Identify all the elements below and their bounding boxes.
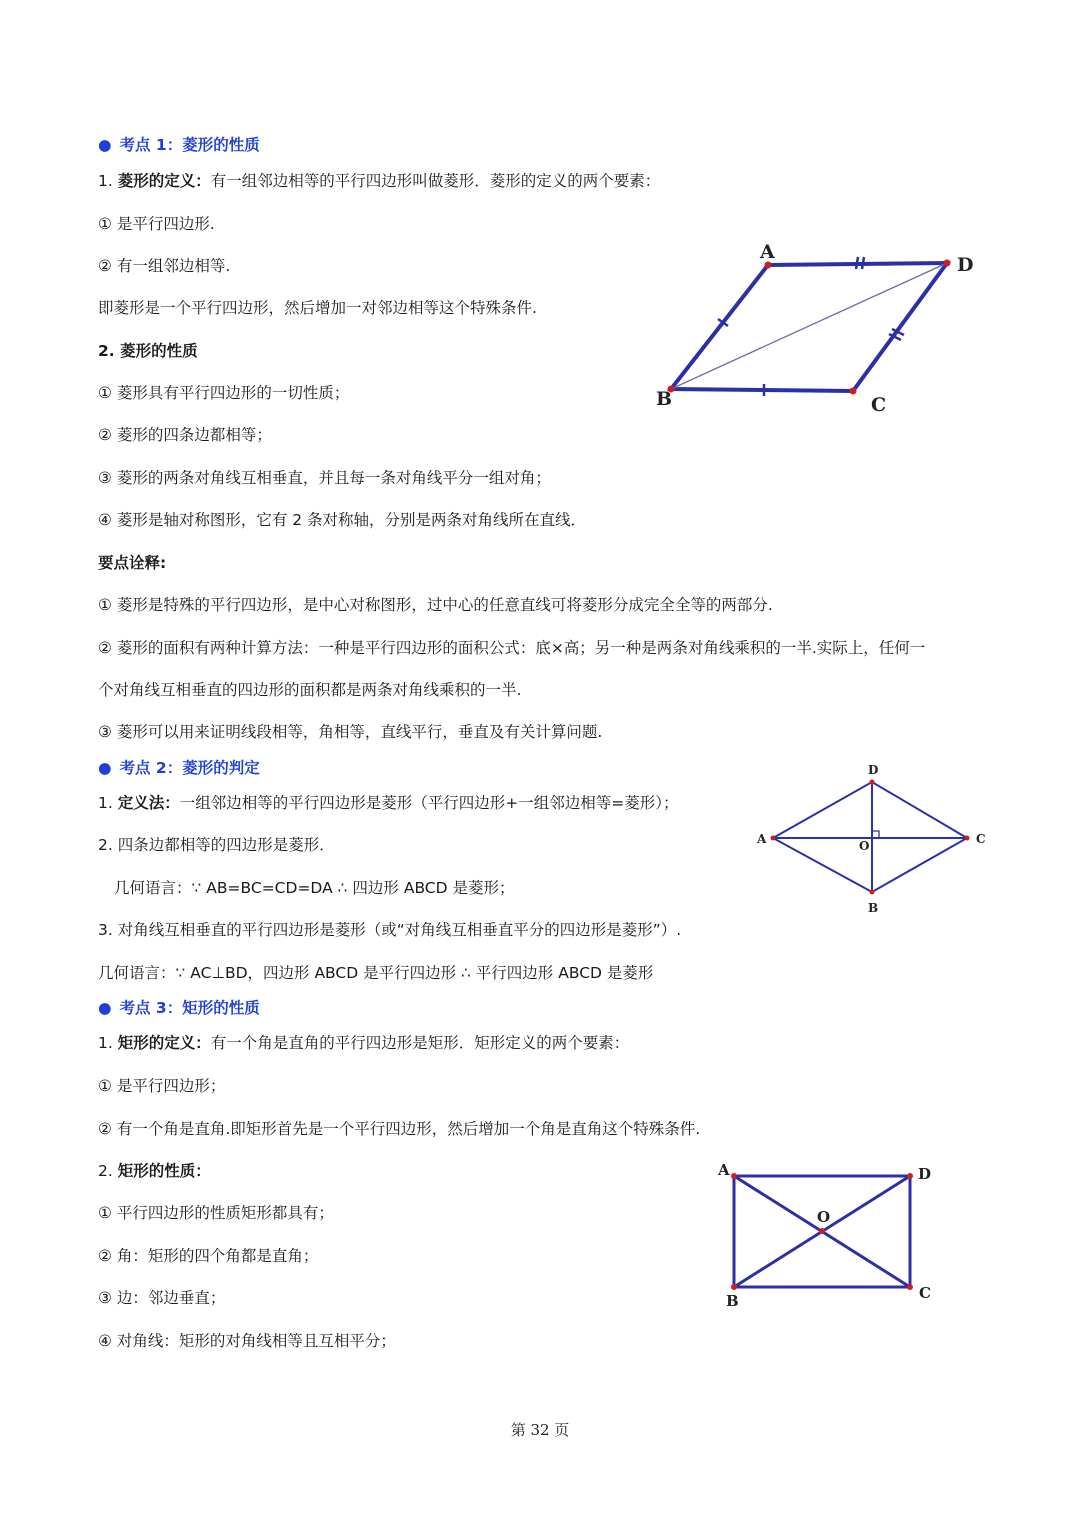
label-a: A: [757, 832, 767, 846]
rectangle-definition-text: 有一个角是直角的平行四边形是矩形．矩形定义的两个要素：: [210, 1034, 630, 1052]
section3-title: 考点 3：矩形的性质: [119, 999, 260, 1017]
rhombus-definition-text: 有一组邻边相等的平行四边形叫做菱形．菱形的定义的两个要素：: [210, 172, 661, 190]
diagonal-bd: [671, 263, 947, 389]
label-o: O: [859, 839, 870, 853]
criterion-four-sides-geometry: 几何语言：∵ AB=BC=CD=DA ∴ 四边形 ABCD 是菱形；: [114, 879, 515, 897]
rectangle-definition-label: 矩形的定义：: [117, 1034, 211, 1052]
point-d: [907, 1173, 913, 1179]
criterion-four-sides: 2. 四条边都相等的四边形是菱形．: [98, 836, 335, 854]
page-number: 第 32 页: [510, 1421, 570, 1439]
point-d: [944, 260, 951, 267]
point-b: [870, 890, 875, 895]
rectangle-figure: [708, 1155, 948, 1315]
note-item: 个对角线互相垂直的四边形的面积都是两条对角线乘积的一半.: [98, 681, 522, 699]
bullet-icon: ●: [98, 136, 112, 154]
rhombus-figure-2: [748, 758, 998, 918]
rhombus-definition-label: 菱形的定义：: [117, 172, 211, 190]
section1-title: 考点 1：菱形的性质: [119, 136, 260, 154]
rhombus-summary: 即菱形是一个平行四边形，然后增加一对邻边相等这个特殊条件.: [98, 299, 537, 317]
rhombus-element-2: ② 有一组邻边相等.: [98, 257, 231, 275]
point-a: [771, 836, 776, 841]
label-d: D: [868, 763, 879, 777]
section2-heading: [98, 757, 260, 779]
rectangle-property: ① 平行四边形的性质矩形都具有；: [98, 1204, 334, 1222]
point-c: [907, 1284, 913, 1290]
point-b: [731, 1284, 737, 1290]
rhombus-property: ② 菱形的四条边都相等；: [98, 426, 272, 444]
bullet-icon: ●: [98, 759, 112, 777]
rectangle-definition: 1. 矩形的定义：有一个角是直角的平行四边形是矩形．矩形定义的两个要素：: [98, 1034, 630, 1052]
rectangle-element-1: ① 是平行四边形；: [98, 1077, 226, 1095]
point-d: [870, 780, 875, 785]
label-b: B: [868, 901, 879, 915]
rectangle-properties-title: 2. 矩形的性质：: [98, 1162, 211, 1180]
criterion-diagonals-geometry: 几何语言：∵ AC⊥BD，四边形 ABCD 是平行四边形 ∴ 平行四边形 ABCD 是菱形: [98, 964, 654, 982]
rectangle-property: ② 角：矩形的四个角都是直角；: [98, 1247, 319, 1265]
point-a: [731, 1173, 737, 1179]
rhombus-definition: 1. 菱形的定义：有一组邻边相等的平行四边形叫做菱形．菱形的定义的两个要素：: [98, 172, 661, 190]
criterion-definition-text: 一组邻边相等的平行四边形是菱形（平行四边形+一组邻边相等=菱形）；: [179, 794, 679, 812]
label-c: C: [871, 394, 887, 416]
section1-heading: [98, 134, 260, 156]
rectangle-property: ④ 对角线：矩形的对角线相等且互相平分；: [98, 1332, 396, 1350]
rectangle-properties-label: 矩形的性质：: [117, 1162, 211, 1180]
right-angle-mark: [872, 831, 879, 838]
section3-heading: [98, 997, 260, 1019]
label-a: A: [718, 1161, 730, 1179]
equal-side-marks: [718, 257, 904, 396]
criterion-diagonals: 3. 对角线互相垂直的平行四边形是菱形（或“对角线互相垂直平分的四边形是菱形”）.: [98, 921, 682, 939]
rhombus-property: ① 菱形具有平行四边形的一切性质；: [98, 384, 350, 402]
point-o: [819, 1228, 825, 1234]
label-d: D: [957, 254, 974, 276]
rhombus-figure-1: [640, 236, 990, 426]
rhombus-properties-title: 2. 菱形的性质: [98, 342, 198, 360]
label-b: B: [656, 388, 673, 410]
note-item: ① 菱形是特殊的平行四边形，是中心对称图形，过中心的任意直线可将菱形分成完全全等的两部分.: [98, 596, 773, 614]
point-c: [850, 388, 857, 395]
rhombus-element-1: ① 是平行四边形.: [98, 215, 215, 233]
rhombus-property: ③ 菱形的两条对角线互相垂直，并且每一条对角线平分一组对角；: [98, 469, 551, 487]
rectangle-element-2: ② 有一个角是直角.即矩形首先是一个平行四边形，然后增加一个角是直角这个特殊条件.: [98, 1120, 701, 1138]
note-item: ③ 菱形可以用来证明线段相等，角相等，直线平行，垂直及有关计算问题.: [98, 723, 603, 741]
section2-title: 考点 2：菱形的判定: [119, 759, 260, 777]
bullet-icon: ●: [98, 999, 112, 1017]
label-c: C: [976, 832, 986, 846]
criterion-definition-label: 定义法：: [117, 794, 180, 812]
label-a: A: [760, 241, 775, 263]
criterion-definition: 1. 定义法：一组邻边相等的平行四边形是菱形（平行四边形+一组邻边相等=菱形）；: [98, 794, 679, 812]
label-c: C: [919, 1284, 931, 1302]
label-b: B: [726, 1292, 739, 1310]
notes-title: 要点诠释:: [98, 554, 167, 572]
label-o: O: [817, 1208, 831, 1226]
rhombus-property: ④ 菱形是轴对称图形，它有 2 条对称轴，分别是两条对角线所在直线．: [98, 511, 587, 529]
label-d: D: [918, 1165, 932, 1183]
rectangle-property: ③ 边：邻边垂直；: [98, 1289, 226, 1307]
point-c: [965, 836, 970, 841]
note-item: ② 菱形的面积有两种计算方法：一种是平行四边形的面积公式：底×高；另一种是两条对角线乘积的一半.实际上，任何一: [98, 639, 926, 657]
